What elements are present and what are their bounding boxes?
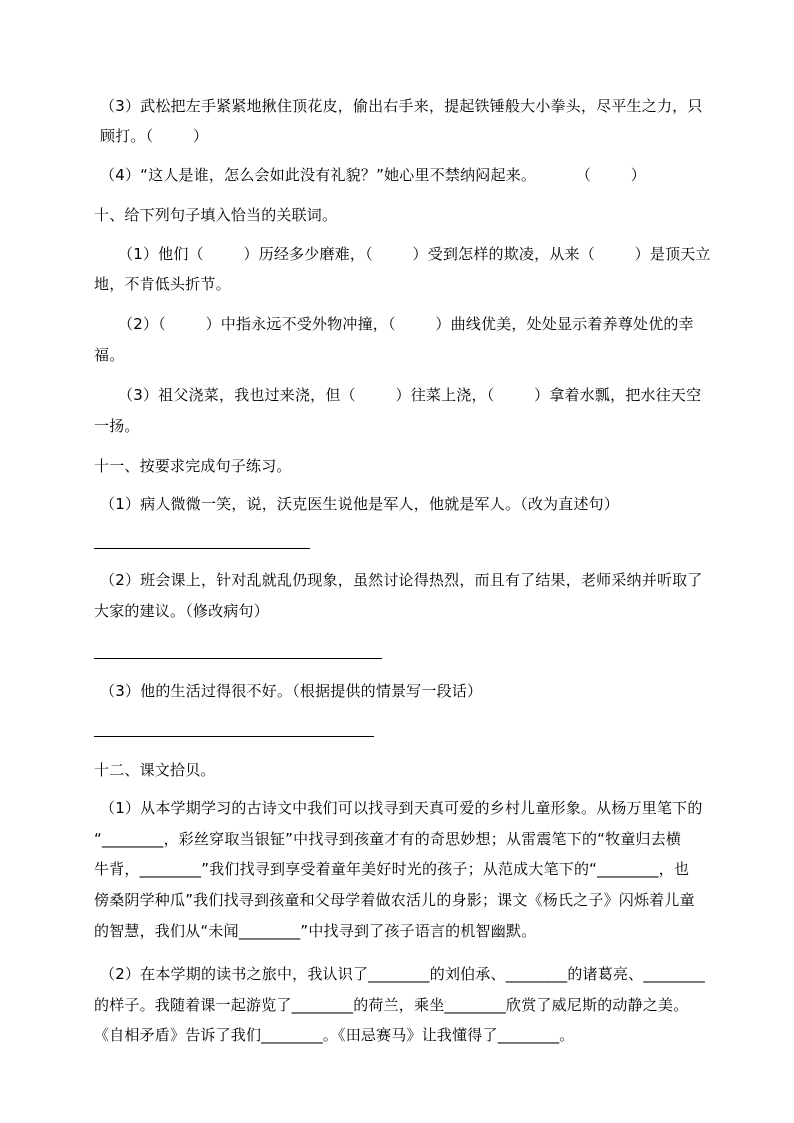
q11-item1: （1）病人微微一笑，说，沃克医生说他是军人，他就是军人。（改为直述句） [100,495,620,513]
q9-item4: （4）“这人是谁，怎么会如此没有礼貌？”她心里不禁纳闷起来。 （ ） [100,166,646,184]
q9-item3-line2: 顾打。（ ） [100,127,209,145]
answer-line-q11-3[interactable] [94,736,374,737]
q12-item1-line2: “________，彩丝穿取当银钲”中找寻到孩童才有的奇思妙想；从雷震笔下的“牧童归去横 [94,830,682,848]
q10-item3-line1: （3）祖父浇菜，我也过来浇，但（ ）往菜上浇，（ ）拿着水瓢，把水往天空 [118,386,702,404]
q12-item1-line5: 的智慧，我们从“未闻________”中找寻到了孩子语言的机智幽默。 [94,922,537,940]
q10-item3-line2: 一扬。 [94,417,140,435]
q12-item1-line1: （1）从本学期学习的古诗文中我们可以找寻到天真可爱的乡村儿童形象。从杨万里笔下的 [100,799,703,817]
answer-line-q11-1[interactable] [94,548,310,549]
q11-item2-line1: （2）班会课上，针对乱就乱仍现象，虽然讨论得热烈，而且有了结果，老师采纳并听取了 [100,571,703,589]
q11-item2-line2: 大家的建议。（修改病句） [94,602,269,620]
q10-item2-line2: 福。 [94,346,125,364]
q11-item3: （3）他的生活过得很不好。（根据提供的情景写一段话） [100,682,483,700]
q10-item2-line1: （2）（ ）中指永远不受外物冲撞，（ ）曲线优美，处处显示着养尊处优的幸 [118,315,694,333]
q12-title: 十二、课文拾贝。 [94,761,216,779]
q10-title: 十、给下列句子填入恰当的关联词。 [94,206,338,224]
answer-line-q11-2[interactable] [94,658,382,659]
q11-title: 十一、按要求完成句子练习。 [94,457,292,475]
q12-item2-line2: 的样子。我随着课一起游览了________的荷兰，乘坐________欣赏了威尼斯的动静之美。 [94,996,689,1014]
q9-item3-line1: （3）武松把左手紧紧地揪住顶花皮，偷出右手来，提起铁锤般大小拳头，尽平生之力，只 [100,97,703,115]
q10-item1-line2: 地，不肯低头折节。 [94,275,231,293]
q12-item1-line3: 牛背，________”我们找寻到享受着童年美好时光的孩子；从范成大笔下的“________，也 [94,860,690,878]
q12-item1-line4: 傍桑阴学种瓜”我们找寻到孩童和父母学着做农活儿的身影；课文《杨氏之子》闪烁着儿童 [94,891,695,909]
q12-item2-line1: （2）在本学期的读书之旅中，我认识了________的刘伯承、________的诸葛亮、________ [100,965,705,983]
q12-item2-line3: 《自相矛盾》告诉了我们________。《田忌赛马》让我懂得了________。 [94,1026,575,1044]
q10-item1-line1: （1）他们（ ）历经多少磨难，（ ）受到怎样的欺凌，从来（ ）是顶天立 [118,245,711,263]
